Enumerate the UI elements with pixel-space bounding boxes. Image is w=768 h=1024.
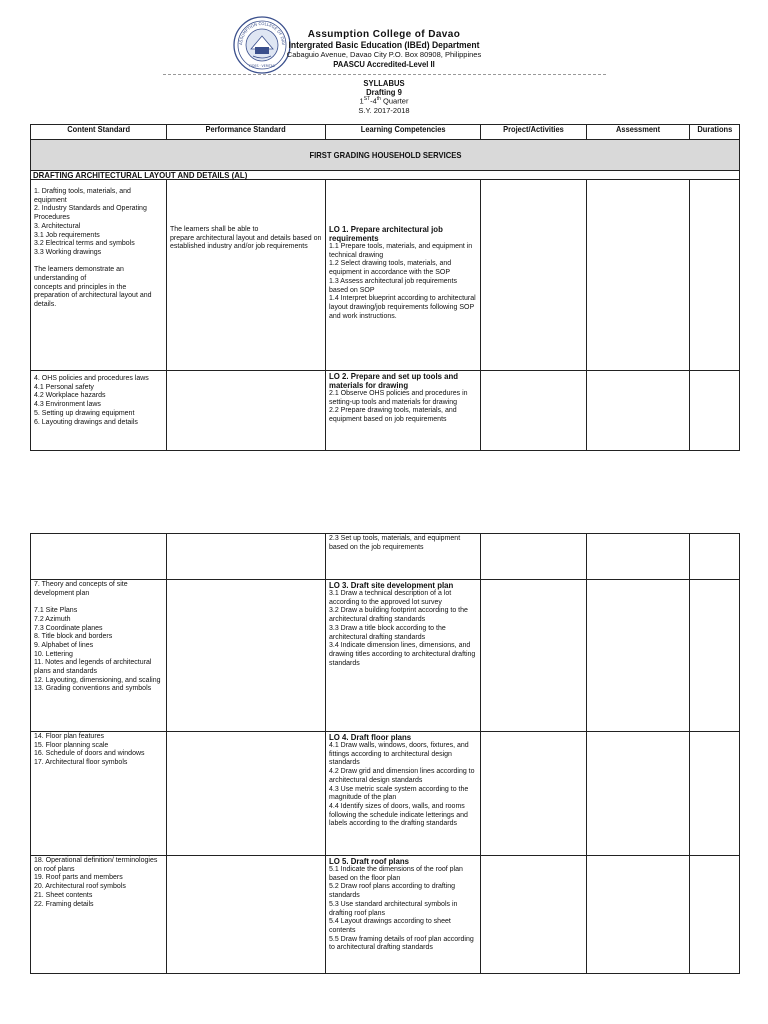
content-standard-cell (31, 534, 167, 580)
list-item: 4.2 Draw grid and dimension lines according to architectural design standards (329, 768, 475, 784)
list-item: 8. Title block and borders (34, 633, 113, 641)
list-item: 4.3 Use metric scale system according to the magnitude of the plan (329, 785, 469, 802)
project-activities-cell (481, 732, 587, 856)
department-name: Intergrated Basic Education (IBEd) Department (288, 40, 480, 51)
lo-title: LO 4. Draft floor plans (329, 732, 412, 742)
list-item: 7.1 Site Plans (34, 607, 78, 615)
list-item: 4.3 Environment laws (34, 401, 101, 409)
area-title: DRAFTING ARCHITECTURAL LAYOUT AND DETAILS (AL) (33, 170, 248, 180)
list-item: 5.1 Indicate the dimensions of the roof plan based on the floor plan (329, 866, 463, 882)
area-title-row (31, 171, 740, 180)
list-item: 4.4 Identify sizes of doors, walls, and rooms following the schedule indicate letterings and labels according to the drafting standards (329, 802, 468, 828)
school-address: Cabaguio Avenue, Davao City P.O. Box 80908, Philippines (286, 50, 482, 59)
list-item: 2.3 Set up tools, materials, and equipment based on the job requirements (329, 535, 461, 551)
list-item: 3. Architectural (34, 222, 81, 230)
assessment-cell (587, 856, 690, 974)
lo-title: LO 3. Draft site development plan (329, 580, 454, 590)
performance-standard-cell (167, 580, 326, 732)
list-item: 5.5 Draw framing details of roof plan according to architectural drafting standards (329, 935, 474, 952)
list-item: 1.1 Prepare tools, materials, and equipment in technical drawing (329, 243, 473, 259)
list-item: 5.3 Use standard architectural symbols in drafting roof plans (329, 900, 458, 917)
assessment-cell (587, 180, 690, 371)
list-item: 4.1 Personal safety (34, 383, 94, 391)
learning-competencies-cell (326, 534, 481, 580)
list-item: prepare architectural layout and details based on established industry and/or job requirements (170, 234, 322, 251)
durations-cell (690, 180, 740, 371)
content-standard-cell (31, 856, 167, 974)
quarter-range: 1ST-4th Quarter (359, 96, 409, 106)
list-item: 12. Layouting, dimensioning, and scaling (34, 676, 161, 684)
list-item: 1.4 Interpret blueprint according to architectural layout drawing/job requirements following SOP and work instructions. (329, 295, 476, 320)
list-item: 3.1 Draw a technical description of a lot according to the approved lot survey (329, 590, 452, 606)
header-divider (163, 74, 606, 75)
list-item: 16. Schedule of doors and windows (34, 750, 145, 758)
subject-title: Drafting 9 (366, 87, 402, 97)
table-row (31, 580, 740, 732)
syllabus-table-page2 (30, 533, 740, 974)
list-item: 2. Industry Standards and Operating Procedures (34, 205, 147, 222)
learning-competencies-cell (326, 371, 481, 451)
performance-standard-cell (167, 371, 326, 451)
table-row (31, 371, 740, 451)
list-item: 17. Architectural floor symbols (34, 759, 128, 767)
list-item: 5. Setting up drawing equipment (34, 409, 135, 417)
list-item: 7.2 Azimuth (34, 615, 71, 623)
list-item: 2.1 Observe OHS policies and procedures in setting-up tools and materials for drawing (329, 390, 468, 406)
learning-competencies-cell (326, 180, 481, 371)
list-item: 10. Lettering (34, 650, 73, 658)
list-item: 15. Floor planning scale (34, 741, 109, 749)
list-item: 9. Alphabet of lines (34, 641, 94, 649)
list-item: concepts and principles in the preparation of architectural layout and details. (34, 283, 152, 309)
list-item: 11. Notes and legends of architectural plans and standards (34, 659, 152, 676)
grading-title-row (31, 140, 740, 171)
list-item: 3.1 Job requirements (34, 231, 100, 239)
lo-title: LO 5. Draft roof plans (329, 856, 409, 866)
list-item: 4.1 Draw walls, windows, doors, fixtures, and fittings according to architectural design standards (329, 742, 469, 767)
content-standard-cell (31, 580, 167, 732)
list-item: 1. Drafting tools, materials, and equipment (34, 188, 131, 204)
performance-standard-cell (167, 534, 326, 580)
list-item: 3.2 Draw a building footprint according to the architectural drafting standards (329, 607, 468, 624)
list-item: 18. Operational definition/ terminologies on roof plans (34, 857, 158, 873)
seal-motto: FIDES · VERITAS (249, 64, 275, 68)
school-name: Assumption College of Davao (307, 29, 461, 40)
list-item: The learners demonstrate an understanding of (34, 266, 124, 283)
project-activities-cell (481, 580, 587, 732)
project-activities-cell (481, 371, 587, 451)
list-item: 2.2 Prepare drawing tools, materials, and equipment based on job requirements (329, 407, 457, 424)
column-header: Assessment (587, 125, 690, 140)
project-activities-cell (481, 534, 587, 580)
table-row (31, 856, 740, 974)
grading-title: FIRST GRADING HOUSEHOLD SERVICES (308, 149, 462, 160)
syllabus-table-page1 (30, 124, 740, 451)
project-activities-cell (481, 856, 587, 974)
list-item: 3.3 Working drawings (34, 248, 102, 256)
performance-standard-cell (167, 732, 326, 856)
doc-title: SYLLABUS (363, 78, 405, 88)
list-item: 7.3 Coordinate planes (34, 624, 103, 632)
list-item: 4.2 Workplace hazards (34, 392, 106, 400)
lo-title: LO 1. Prepare architectural job requirements (329, 224, 443, 243)
content-standard-cell (31, 371, 167, 451)
list-item: 14. Floor plan features (34, 733, 105, 740)
learning-competencies-cell (326, 856, 481, 974)
column-header: Learning Competencies (326, 125, 481, 140)
performance-standard-cell (167, 180, 326, 371)
lo-title: LO 2. Prepare and set up tools and materials for drawing (329, 371, 459, 390)
table-row (31, 732, 740, 856)
list-item: 4. OHS policies and procedures laws (34, 375, 149, 382)
list-item: 13. Grading conventions and symbols (34, 685, 152, 693)
column-header: Content Standard (31, 125, 167, 140)
durations-cell (690, 371, 740, 451)
assessment-cell (587, 580, 690, 732)
column-header: Durations (690, 125, 740, 140)
list-item: The learners shall be able to (170, 226, 259, 233)
table-row (31, 534, 740, 580)
list-item: 3.2 Electrical terms and symbols (34, 240, 135, 248)
school-year: S.Y. 2017-2018 (358, 106, 410, 115)
table-header-row (31, 125, 740, 140)
list-item: 22. Framing details (34, 900, 94, 908)
durations-cell (690, 534, 740, 580)
list-item: 7. Theory and concepts of site development plan (34, 581, 128, 597)
content-standard-cell (31, 180, 167, 371)
list-item: 19. Roof parts and members (34, 874, 123, 882)
accreditation: PAASCU Accredited-Level II (333, 59, 435, 69)
assessment-cell (587, 534, 690, 580)
column-header: Project/Activities (481, 125, 587, 140)
table-row (31, 180, 740, 371)
list-item: 3.4 Indicate dimension lines, dimensions, and drawing titles according to architectural drafting standards (329, 642, 476, 667)
list-item: 5.2 Draw roof plans according to drafting standards (329, 883, 456, 900)
list-item: 21. Sheet contents (34, 891, 93, 899)
durations-cell (690, 732, 740, 856)
list-item: 20. Architectural roof symbols (34, 883, 126, 891)
list-item: 6. Layouting drawings and details (34, 418, 138, 426)
list-item: 3.3 Draw a title block according to the architectural drafting standards (329, 624, 446, 641)
seal-text: ASSUMPTION COLLEGE OF DAV (237, 20, 287, 46)
learning-competencies-cell (326, 580, 481, 732)
learning-competencies-cell (326, 732, 481, 856)
content-standard-cell (31, 732, 167, 856)
project-activities-cell (481, 180, 587, 371)
list-item: 5.4 Layout drawings according to sheet contents (329, 918, 451, 934)
assessment-cell (587, 732, 690, 856)
list-item: 1.2 Select drawing tools, materials, and equipment in accordance with the SOP (329, 260, 452, 277)
durations-cell (690, 856, 740, 974)
column-header: Performance Standard (167, 125, 326, 140)
assessment-cell (587, 371, 690, 451)
durations-cell (690, 580, 740, 732)
list-item: 1.3 Assess architectural job requirements based on SOP (329, 277, 458, 294)
performance-standard-cell (167, 856, 326, 974)
